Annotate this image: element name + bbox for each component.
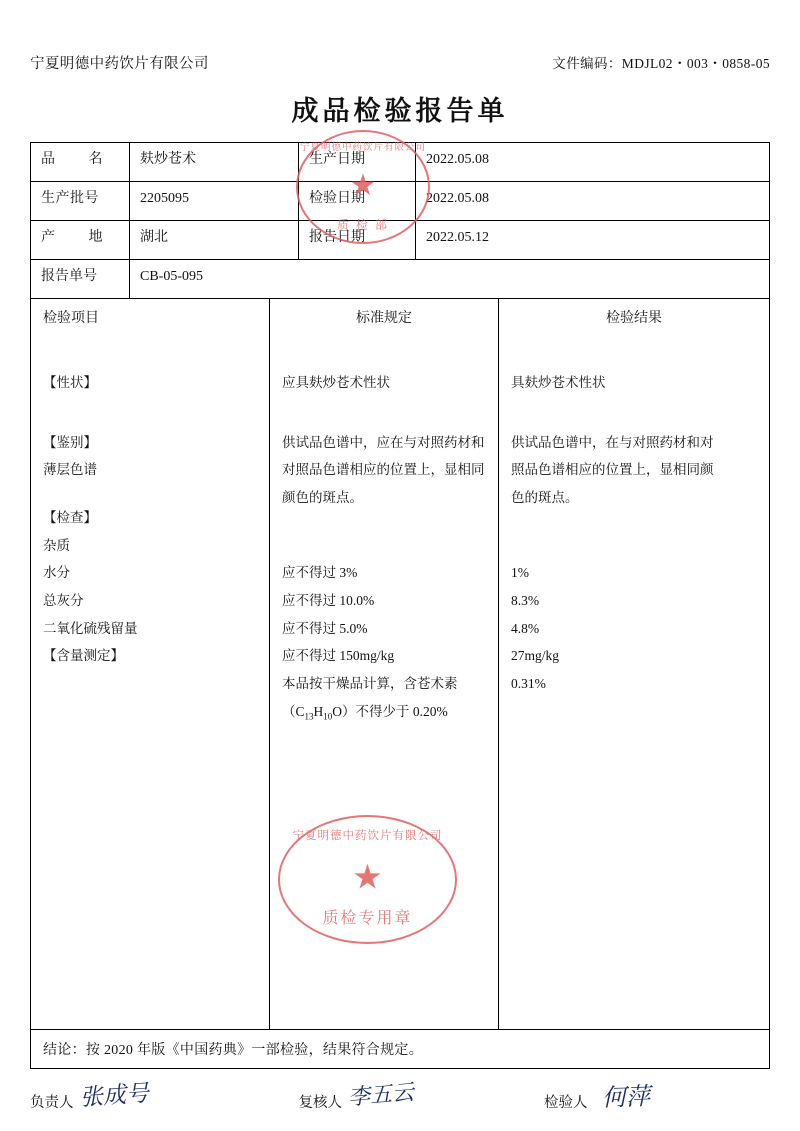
table-row (31, 143, 770, 182)
product-info-table (30, 142, 770, 299)
standard-content-line2 (282, 698, 486, 726)
item-moisture: 水分 (43, 565, 70, 581)
responsible-label: 负责人 (30, 1095, 74, 1111)
review-label: 复核人 (298, 1095, 342, 1111)
column-header-item: 检验项目 (31, 299, 270, 341)
value-character: 具麸炒苍术性状 (511, 375, 606, 390)
inspector-label: 检验人 (544, 1095, 588, 1111)
signature-review (298, 1080, 415, 1112)
report-no-label: 报告单号 (31, 260, 130, 299)
product-name-label: 品 名 (41, 152, 103, 167)
column-header-result: 检验结果 (499, 299, 770, 341)
stamp-top-bottom-text: 质 检 部 (336, 218, 389, 232)
value-identification-line3: 色的斑点。 (511, 490, 579, 506)
standard-impurity: 应不得过 3% (282, 565, 358, 581)
results-items-column (31, 341, 270, 1029)
results-header-row (31, 299, 770, 341)
document-code: 文件编码：MDJL02・003・0858-05 (552, 56, 770, 71)
results-table (30, 299, 770, 1029)
standard-identification-line3: 颜色的斑点。 (282, 490, 363, 506)
standard-so2: 应不得过 150mg/kg (282, 648, 395, 664)
review-signature: 李五云 (346, 1080, 415, 1111)
signature-row (30, 1080, 770, 1112)
origin-label: 产 地 (41, 230, 103, 245)
results-standard-column (270, 341, 499, 1029)
item-identification: 【鉴别】 (43, 434, 97, 450)
value-total-ash: 4.8% (511, 620, 540, 636)
stamp-bottom-bottom-text: 质检专用章 (322, 910, 413, 927)
stamp-top-arc-text: 宁夏明德中药饮片有限公司 (299, 143, 426, 153)
standard-character: 应具麸炒苍术性状 (282, 375, 390, 390)
table-row (31, 260, 770, 299)
value-so2: 27mg/kg (511, 648, 560, 664)
value-content: 0.31% (511, 676, 546, 692)
item-so2: 二氧化硫残留量 (43, 620, 138, 636)
production-date-label: 生产日期 (299, 143, 416, 182)
item-identification-sub: 薄层色谱 (43, 462, 97, 478)
stamp-bottom-arc-text: 宁夏明德中药饮片有限公司 (292, 830, 443, 842)
value-moisture: 8.3% (511, 593, 540, 609)
product-name-value: 麸炒苍术 (130, 143, 299, 182)
results-body-row (31, 341, 770, 1029)
value-impurity: 1% (511, 565, 529, 581)
origin-value: 湖北 (130, 221, 299, 260)
inspection-date-value: 2022.05.08 (416, 182, 770, 221)
results-value-column (499, 341, 770, 1029)
item-check: 【检查】 (43, 510, 97, 526)
document-header (30, 0, 770, 73)
page-title: 成品检验报告单 (291, 96, 509, 126)
report-no-value: CB-05-095 (130, 260, 770, 299)
standard-identification-line2: 对照品色谱相应的位置上，显相同 (282, 462, 485, 478)
item-content: 【含量测定】 (43, 648, 124, 664)
report-date-label: 报告日期 (299, 221, 416, 260)
responsible-signature: 张成号 (78, 1080, 150, 1112)
production-date-value: 2022.05.08 (416, 143, 770, 182)
inspection-date-label: 检验日期 (299, 182, 416, 221)
standard-total-ash: 应不得过 5.0% (282, 620, 368, 636)
batch-label: 生产批号 (31, 182, 130, 221)
report-date-value: 2022.05.12 (416, 221, 770, 260)
formula-suffix: O）不得少于 0.20% (332, 703, 448, 719)
standard-identification-line1: 供试品色谱中，应在与对照药材和 (282, 434, 485, 450)
signature-inspector (544, 1082, 650, 1112)
column-header-standard: 标准规定 (270, 299, 499, 341)
value-identification-line1: 供试品色谱中，在与对照药材和对 (511, 434, 714, 450)
item-character: 【性状】 (43, 375, 97, 390)
item-total-ash: 总灰分 (43, 593, 84, 609)
standard-content-line1: 本品按干燥品计算，含苍术素 (282, 676, 458, 692)
item-impurity: 杂质 (43, 537, 70, 553)
formula-mid: H (313, 703, 324, 719)
inspector-signature: 何萍 (601, 1082, 650, 1112)
batch-value: 2205095 (130, 182, 299, 221)
table-row (31, 221, 770, 260)
conclusion-text: 结论：按 2020 年版《中国药典》一部检验，结果符合规定。 (30, 1029, 770, 1069)
table-row (31, 182, 770, 221)
value-identification-line2: 照品色谱相应的位置上，显相同颜 (511, 462, 714, 478)
star-icon: ★ (349, 168, 377, 202)
star-icon: ★ (352, 859, 383, 897)
formula-sub-10: 10 (323, 711, 333, 722)
formula-sub-13: 13 (304, 711, 314, 722)
signature-responsible (30, 1080, 150, 1112)
company-name: 宁夏明德中药饮片有限公司 (30, 56, 209, 72)
standard-moisture: 应不得过 10.0% (282, 593, 375, 609)
formula-prefix: （C (282, 703, 305, 719)
